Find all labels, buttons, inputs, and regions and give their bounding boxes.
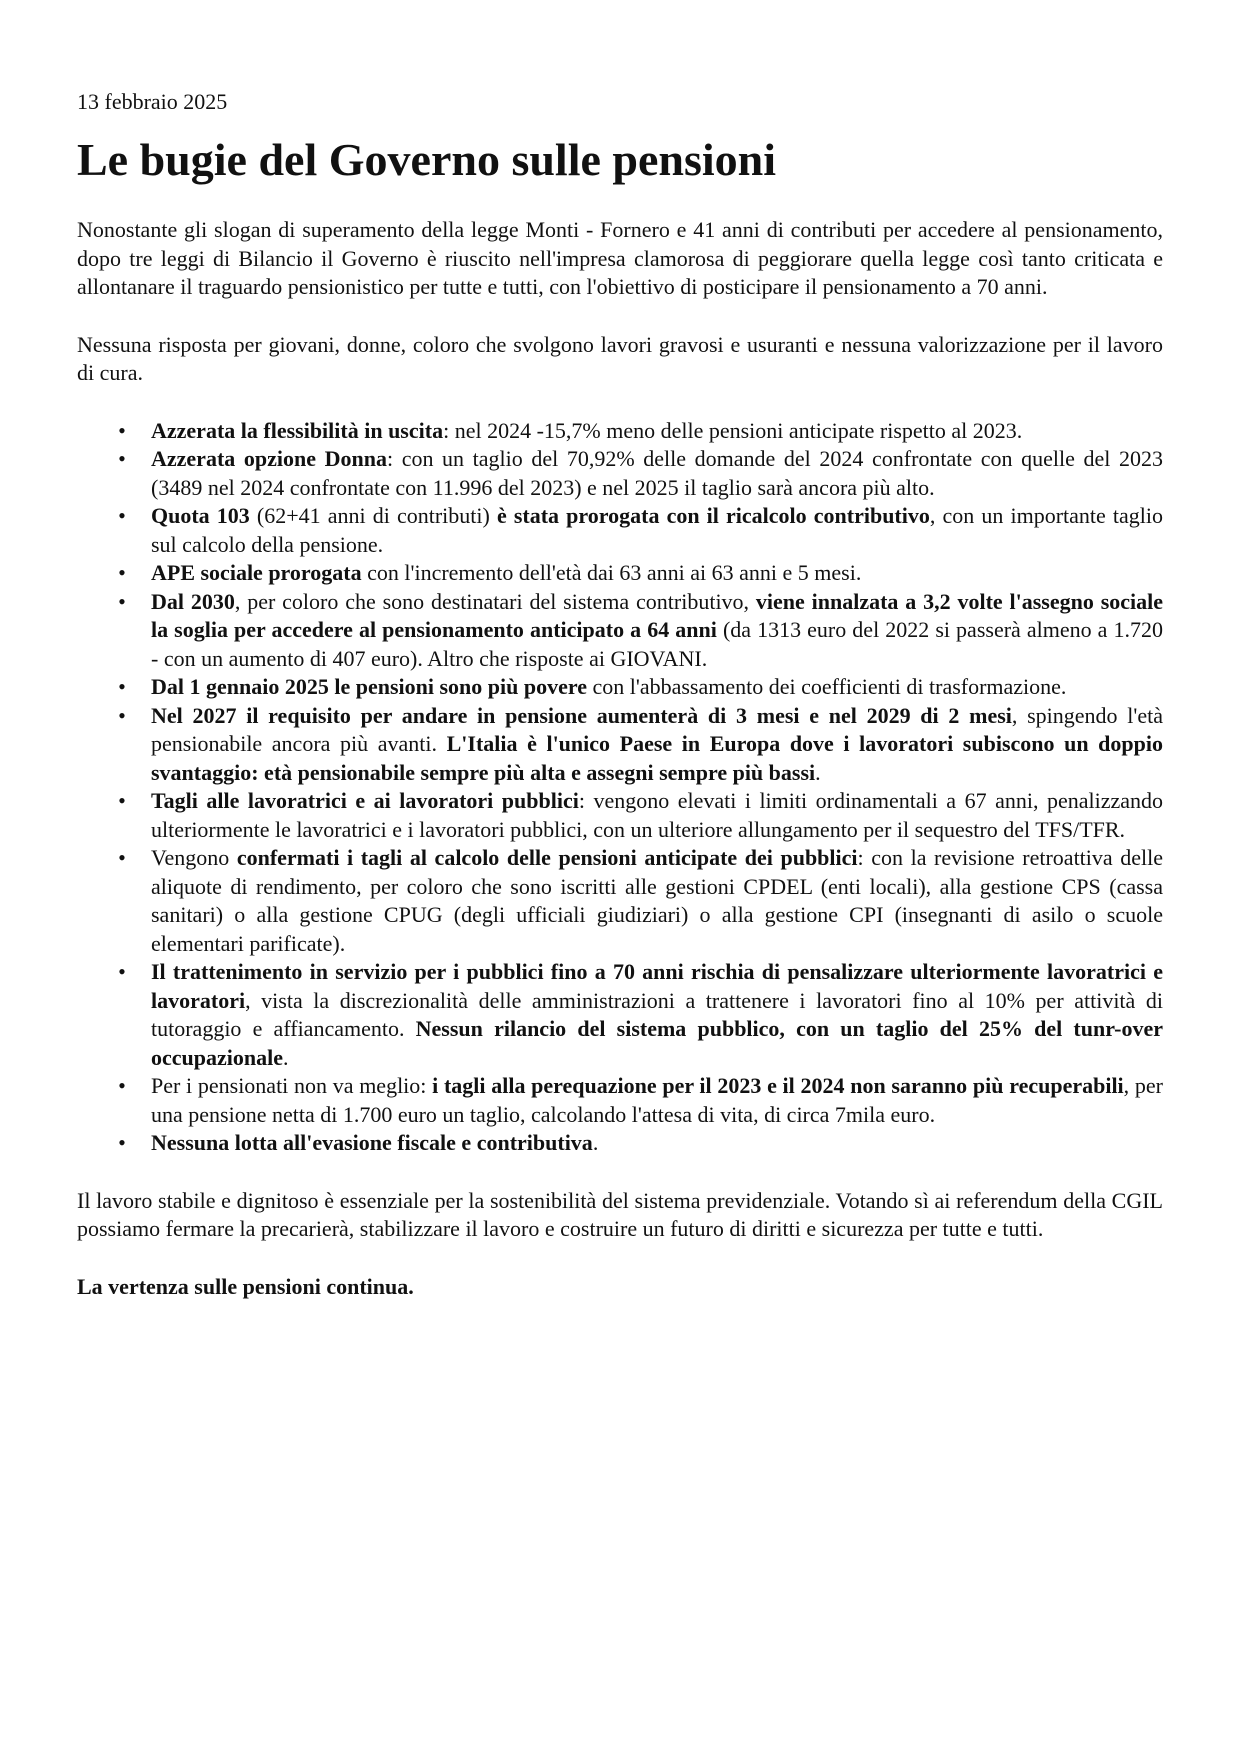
bullet-list: [77, 417, 1163, 1158]
bullet-text: : con la revisione retroattiva delle aliquote di rendimento, per coloro che sono iscritti alle gestioni CPDEL (enti locali), alla gestione CPS (cassa sanitari) o alla gestione CPUG (degli ufficiali giudiziari) o alla gestione CPI (insegnanti di asilo o scuole elementari parificate).: [151, 845, 1164, 956]
bullet-text: , spingendo l'età pensionabile ancora più avanti.: [151, 702, 1164, 756]
bullet-bold-text: L'Italia è l'unico Paese in Europa dove i lavoratori subiscono un doppio svantaggio: età pensionabile sempre più alta e assegni sempre più bassi: [151, 731, 1164, 785]
bullet-text: , per una pensione netta di 1.700 euro un taglio, calcolando l'attesa di vita, di circa 7mila euro.: [151, 1073, 1163, 1127]
bullet-bold-text: Nessuna lotta all'evasione fiscale e contributiva: [151, 1130, 593, 1155]
bullet-item: [77, 1129, 1163, 1158]
bullet-dot-icon: •: [118, 788, 126, 813]
final-paragraph: Il lavoro stabile e dignitoso è essenziale per la sostenibilità del sistema previdenziale. Votando sì ai referendum della CGIL possiamo fermare la precarierà, stabilizzare il lavoro e costruire un futuro di diritti e sicurezza per tutte e tutti.: [77, 1187, 1163, 1241]
bullet-text: (62+41 anni di contributi): [249, 503, 497, 528]
bullet-bold-text: viene innalzata a 3,2 volte l'assegno sociale la soglia per accedere al pensionamento anticipato a 64 anni: [151, 588, 1164, 642]
bullet-dot-icon: •: [118, 588, 126, 614]
bullet-dot-icon: •: [118, 1130, 126, 1155]
bullet-text: : con un taglio del 70,92% delle domande del 2024 confrontate con quelle del 2023 (3489 nel 2024 confrontate con 11.996 del 2023) e nel 2025 il taglio sarà ancora più alto.: [151, 446, 1163, 500]
bullet-bold-text: è stata prorogata con il ricalcolo contributivo: [496, 503, 930, 528]
bullet-dot-icon: •: [118, 1073, 126, 1098]
bullet-bold-text: Tagli alle lavoratrici e ai lavoratori pubblici: [151, 788, 579, 813]
bullet-item: [77, 673, 1163, 702]
bullet-text: .: [283, 1044, 289, 1070]
bullet-item: [77, 588, 1163, 674]
bullet-item: [77, 502, 1163, 559]
document-page: [77, 88, 1163, 1301]
bullet-dot-icon: •: [118, 702, 126, 728]
bullet-text: : nel 2024 -15,7% meno delle pensioni anticipate rispetto al 2023.: [443, 417, 1023, 443]
bullet-bold-text: Azzerata la flessibilità in uscita: [151, 417, 444, 443]
bullet-bold-text: confermati i tagli al calcolo delle pensioni anticipate dei pubblici: [236, 845, 858, 870]
bullet-bold-text: Il trattenimento in servizio per i pubblici fino a 70 anni rischia di pensalizzare ulteriormente lavoratrici e lavoratori: [151, 959, 1163, 1013]
intro-paragraph: Nonostante gli slogan di superamento della legge Monti - Fornero e 41 anni di contributi per accedere al pensionamento, dopo tre leggi di Bilancio il Governo è riuscito nell'impresa clamorosa di peggiorare quella legge così tanto criticata e allontanare il traguardo pensionistico per tutte e tutti, con l'obiettivo di posticipare il pensionamento a 70 anni.: [77, 217, 1163, 299]
bullet-dot-icon: •: [118, 417, 126, 443]
bullet-dot-icon: •: [118, 959, 126, 984]
bullet-dot-icon: •: [118, 446, 126, 471]
bullet-bold-text: Quota 103: [151, 503, 250, 528]
bullet-text: con l'abbassamento dei coefficienti di trasformazione.: [587, 674, 1067, 699]
bullet-item: [77, 958, 1163, 1072]
bullet-item: [77, 702, 1163, 788]
bullet-bold-text: i tagli alla perequazione per il 2023 e il 2024 non saranno più recuperabili: [432, 1073, 1124, 1098]
bullet-item: [77, 445, 1163, 502]
closing-statement: La vertenza sulle pensioni continua.: [77, 1273, 414, 1299]
document-date: 13 febbraio 2025: [77, 89, 228, 114]
bullet-bold-text: Nel 2027 il requisito per andare in pensione aumenterà di 3 mesi e nel 2029 di 2 mesi: [151, 702, 1012, 728]
bullet-dot-icon: •: [118, 503, 126, 528]
bullet-bold-text: Nessun rilancio del sistema pubblico, con un taglio del 25% del tunr-over occupazionale: [151, 1016, 1164, 1070]
bullet-item: [77, 559, 1163, 588]
bullet-text: Per i pensionati non va meglio:: [151, 1073, 433, 1098]
bullet-bold-text: Azzerata opzione Donna: [151, 446, 387, 471]
bullet-dot-icon: •: [118, 674, 126, 699]
bullet-text: con l'incremento dell'età dai 63 anni ai 63 anni e 5 mesi.: [361, 560, 862, 585]
bullet-dot-icon: •: [118, 845, 126, 870]
bullet-bold-text: APE sociale prorogata: [151, 560, 362, 585]
bullet-bold-text: Dal 2030: [151, 588, 235, 614]
bullet-text: .: [592, 1130, 599, 1155]
document-title: Le bugie del Governo sulle pensioni: [77, 134, 777, 185]
bullet-item: [77, 844, 1163, 958]
bullet-item: [77, 417, 1163, 446]
bullet-text: , vista la discrezionalità delle amministrazioni a trattenere i lavoratori fino al 10% per attività di tutoraggio e affiancamento.: [151, 987, 1163, 1041]
bullet-text: Vengono: [151, 845, 237, 870]
second-paragraph: Nessuna risposta per giovani, donne, coloro che svolgono lavori gravosi e usuranti e nessuna valorizzazione per il lavoro di cura.: [77, 331, 1163, 385]
bullet-text: : vengono elevati i limiti ordinamentali a 67 anni, penalizzando ulteriormente le lavoratrici e i lavoratori pubblici, con un ulteriore allungamento per il sequestro del TFS/TFR.: [151, 788, 1163, 842]
bullet-bold-text: Dal 1 gennaio 2025 le pensioni sono più povere: [151, 674, 587, 699]
bullet-dot-icon: •: [118, 560, 126, 585]
bullet-item: [77, 1072, 1163, 1129]
bullet-text: .: [815, 759, 821, 785]
bullet-text: , per coloro che sono destinatari del sistema contributivo,: [234, 588, 756, 614]
bullet-text: (da 1313 euro del 2022 si passerà almeno a 1.720 - con un aumento di 407 euro). Altro che risposte ai GIOVANI.: [151, 617, 1164, 671]
bullet-text: , con un importante taglio sul calcolo della pensione.: [151, 503, 1163, 557]
bullet-item: [77, 787, 1163, 844]
